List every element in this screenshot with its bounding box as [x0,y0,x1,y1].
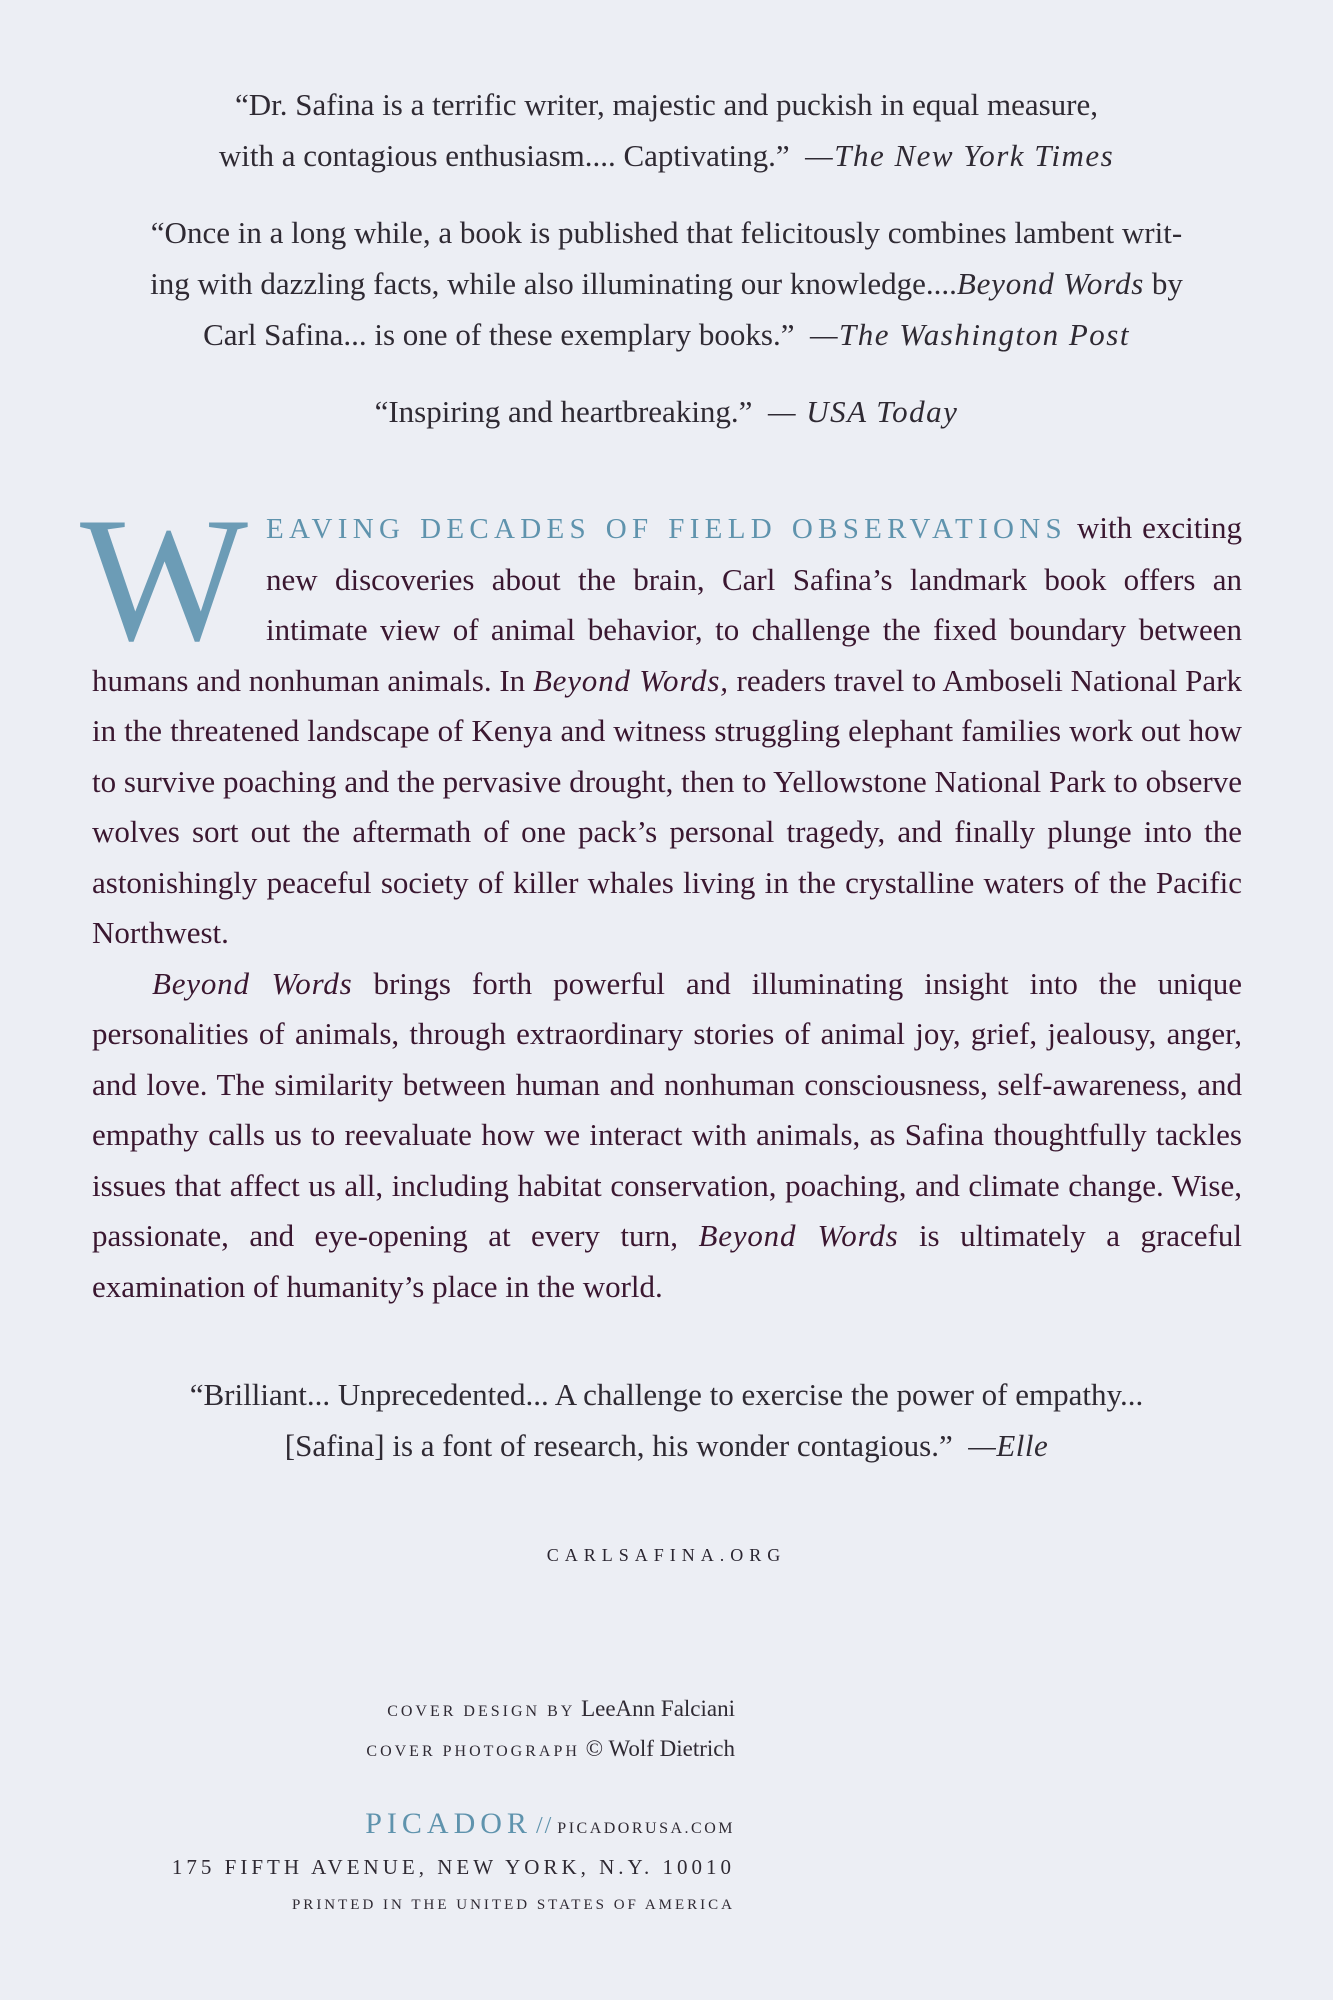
quote-text: [Safina] is a font of research, his wonder contagious.” [284,1428,953,1463]
paragraph-text: is ultimately a graceful examination of humanity’s place in the world. [92,1218,1242,1304]
publisher-url: PICADORUSA.COM [557,1820,735,1837]
publisher-block [172,1805,735,1924]
quote-text: by [1144,266,1183,301]
quote-source: — USA Today [767,394,959,429]
quote-text: “Inspiring and heartbreaking.” [374,394,753,429]
quote-text: Carl Safina... is one of these exemplary books.” [203,317,795,352]
quote-source: —The Washington Post [809,317,1130,352]
book-title: Beyond Words [152,965,353,1001]
quote-text: “Once in a long while, a book is published that felicitously combines lambent writ- [150,215,1183,250]
quote-elle [60,1369,1273,1471]
book-title: Beyond Words [698,1218,899,1253]
lead-in: EAVING DECADES OF FIELD OBSERVATIONS [266,513,1067,545]
author-website: CARLSAFINA.ORG [546,1545,787,1565]
book-description [80,480,1243,1312]
design-label: COVER DESIGN BY [387,1703,576,1720]
quote-text: “Brilliant... Unprecedented... A challenge to exercise the power of empathy... [189,1377,1144,1412]
book-title: Beyond Words [956,266,1145,301]
cover-credits [366,1690,735,1770]
description-paragraph [80,480,1243,959]
photo-credit [366,1730,735,1770]
printed-in: PRINTED IN THE UNITED STATES OF AMERICA [291,1897,735,1913]
designer-name: LeeAnn Falciani [581,1696,735,1721]
design-credit [366,1690,735,1730]
quote-washington-post [60,207,1273,360]
paragraph-text: brings forth powerful and illuminating insight into the unique personalities of animals, through extraordinary stories of animal joy, grief, jealousy, anger, and love. The similarity between human and nonhuman consciousness, self-awareness, and empathy calls us to reevaluate how we interact with animals, as Safina thoughtfully tackles issues that affect us all, including habitat conservation, poaching, and climate change. Wise, passionate, and eye-opening at every turn, [92,965,1242,1253]
quote-nyt [60,79,1273,181]
quote-text: “Dr. Safina is a terrific writer, majestic and puckish in equal measure, [234,87,1098,122]
photographer-name: © Wolf Dietrich [585,1736,735,1761]
photo-label: COVER PHOTOGRAPH [366,1743,580,1760]
quote-source: —The New York Times [805,138,1115,173]
quote-usa-today [60,386,1273,437]
separator: // [535,1813,554,1839]
publisher-logo: PICADOR [365,1807,532,1840]
publisher-address: 175 FIFTH AVENUE, NEW YORK, N.Y. 10010 [171,1855,735,1879]
description-paragraph [92,959,1242,1313]
quote-text: with a contagious enthusiasm.... Captivating.” [218,138,790,173]
paragraph-text: with exciting new discoveries about the brain, Carl Safina’s landmark book offers an intimate view of animal behavior, to challenge the fixed boundary between humans and nonhuman animals. In [92,510,1242,698]
drop-cap: W [80,480,249,678]
quote-source: —Elle [968,1428,1049,1463]
quote-text: ing with dazzling facts, while also illuminating our knowledge.... [150,266,957,301]
book-title: Beyond Words, [532,662,729,698]
publisher-line [172,1805,735,1848]
paragraph-text: readers travel to Amboseli National Park in the threatened landscape of Kenya and witness struggling elephant families work out how to survive poaching and the pervasive drought, then to Yellowstone National Park to observe wolves sort out the aftermath of one pack’s personal tragedy, and finally plunge into the astonishingly peaceful society of killer whales living in the crystalline waters of the Pacific Northwest. [92,662,1243,950]
